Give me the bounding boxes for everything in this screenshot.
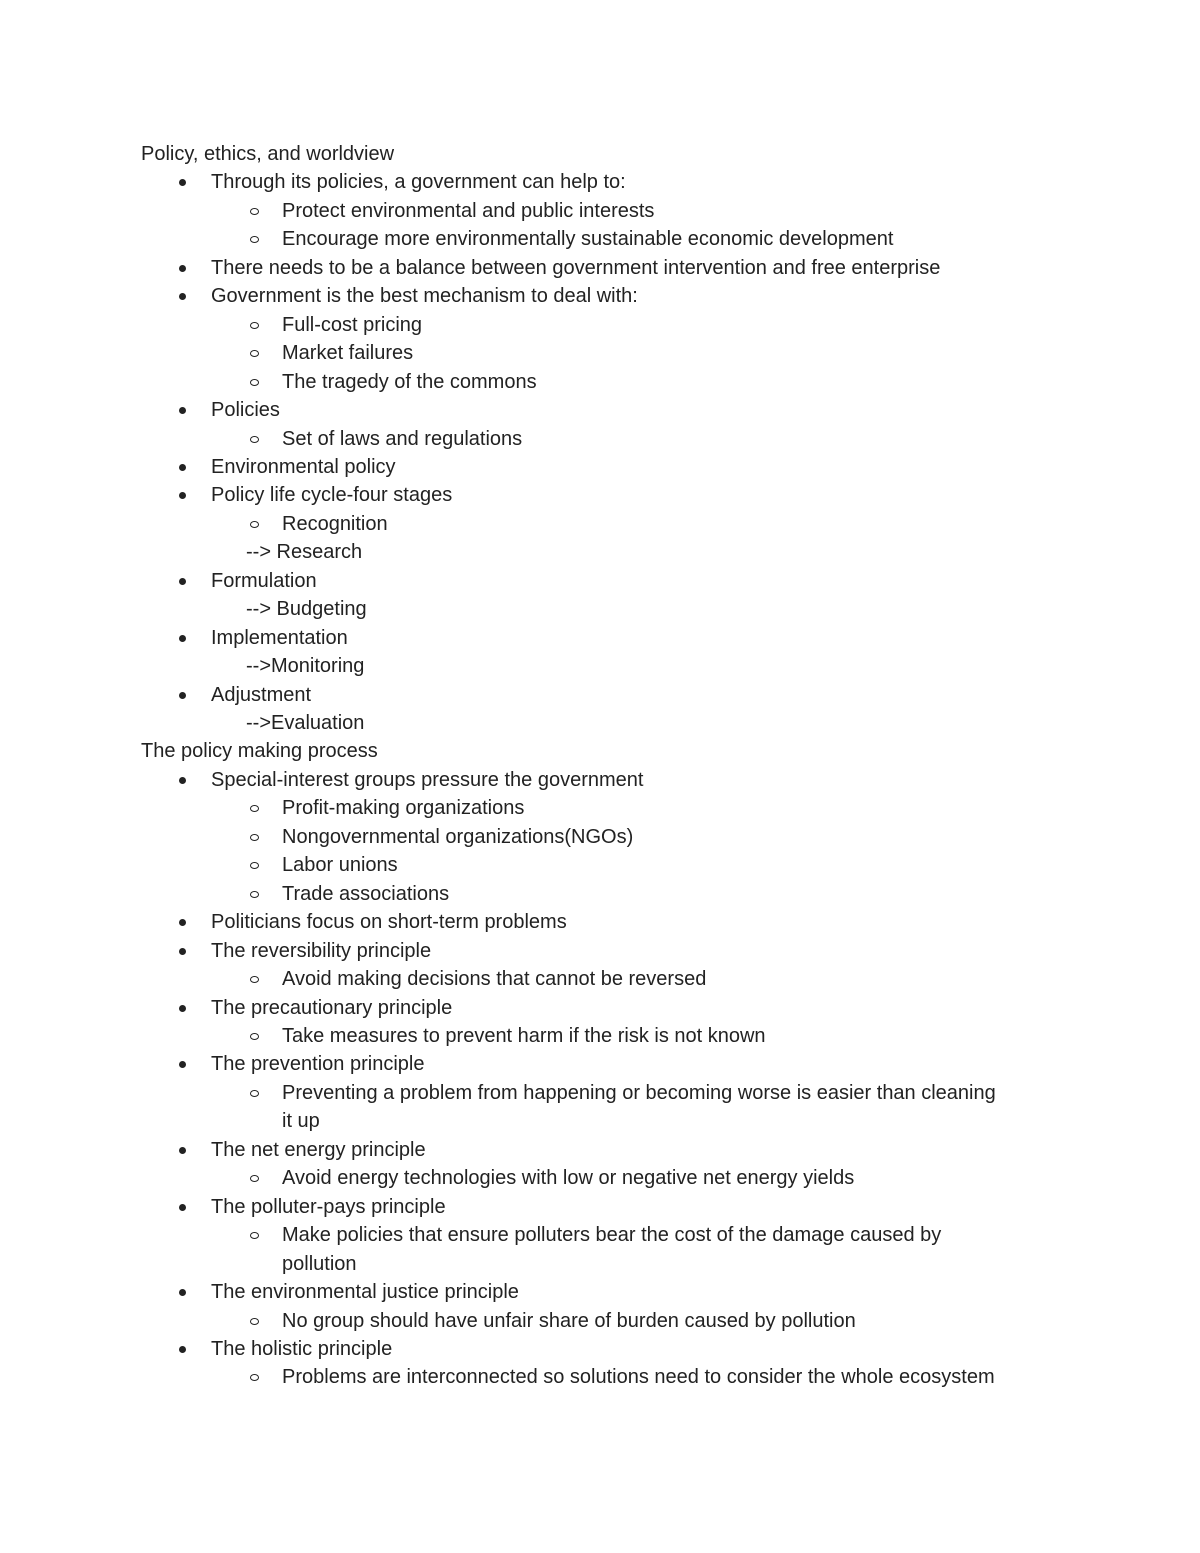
filled-bullet-icon (179, 1005, 186, 1012)
line-text: pollution (282, 1252, 357, 1275)
line-text: Government is the best mechanism to deal with: (211, 285, 638, 308)
line-text: Full-cost pricing (282, 313, 423, 336)
filled-bullet-icon (179, 919, 186, 926)
line-text: Nongovernmental organizations(NGOs) (282, 825, 634, 848)
hollow-bullet-icon (250, 976, 259, 983)
line-text: The prevention principle (211, 1053, 425, 1076)
line-text: The policy making process (141, 740, 378, 763)
line-text: Take measures to prevent harm if the risk is not known (282, 1024, 766, 1047)
line-text: Adjustment (211, 683, 312, 706)
line-text: Through its policies, a government can help to: (211, 171, 626, 194)
line-text: Formulation (211, 569, 317, 592)
line-text: Set of laws and regulations (282, 427, 523, 450)
hollow-bullet-icon (250, 862, 259, 869)
filled-bullet-icon (179, 179, 186, 186)
hollow-bullet-icon (250, 1033, 259, 1040)
line-text: The net energy principle (211, 1138, 426, 1161)
line-text: Environmental policy (211, 455, 396, 478)
line-text: Problems are interconnected so solutions need to consider the whole ecosystem (282, 1366, 995, 1389)
line-text: -->Evaluation (246, 712, 365, 734)
filled-bullet-icon (179, 1346, 186, 1353)
line-text: The holistic principle (211, 1337, 393, 1360)
line-text: it up (282, 1110, 320, 1133)
hollow-bullet-icon (250, 1374, 259, 1381)
filled-bullet-icon (179, 1289, 186, 1296)
hollow-bullet-icon (250, 379, 259, 386)
line-text: Policy, ethics, and worldview (141, 143, 395, 165)
line-text: No group should have unfair share of burden caused by pollution (282, 1309, 856, 1332)
filled-bullet-icon (179, 948, 186, 955)
filled-bullet-icon (179, 1147, 186, 1154)
filled-bullet-icon (179, 293, 186, 300)
line-text: Implementation (211, 626, 348, 649)
line-text: Protect environmental and public interests (282, 199, 655, 222)
line-text: Avoid energy technologies with low or negative net energy yields (282, 1167, 855, 1190)
hollow-bullet-icon (250, 891, 259, 898)
hollow-bullet-icon (250, 236, 259, 243)
hollow-bullet-icon (250, 208, 259, 215)
line-text: There needs to be a balance between government intervention and free enterprise (211, 256, 941, 279)
line-text: The tragedy of the commons (282, 370, 537, 393)
filled-bullet-icon (179, 692, 186, 699)
filled-bullet-icon (179, 578, 186, 585)
line-text: Market failures (282, 342, 414, 365)
line-text: Preventing a problem from happening or becoming worse is easier than cleaning (282, 1081, 996, 1104)
hollow-bullet-icon (250, 1090, 259, 1097)
filled-bullet-icon (179, 1204, 186, 1211)
hollow-bullet-icon (250, 436, 259, 443)
line-text: Policies (211, 399, 280, 422)
filled-bullet-icon (179, 635, 186, 642)
hollow-bullet-icon (250, 521, 259, 528)
line-text: Labor unions (282, 854, 398, 877)
line-text: Encourage more environmentally sustainable economic development (282, 228, 894, 251)
hollow-bullet-icon (250, 322, 259, 329)
hollow-bullet-icon (250, 1175, 259, 1182)
filled-bullet-icon (179, 407, 186, 414)
filled-bullet-icon (179, 1061, 186, 1068)
line-text: The polluter-pays principle (211, 1195, 446, 1218)
line-text: Special-interest groups pressure the government (211, 768, 644, 791)
line-text: Avoid making decisions that cannot be reversed (282, 968, 707, 990)
filled-bullet-icon (179, 492, 186, 499)
filled-bullet-icon (179, 464, 186, 471)
hollow-bullet-icon (250, 1232, 259, 1239)
line-text: The precautionary principle (211, 996, 453, 1019)
hollow-bullet-icon (250, 350, 259, 357)
line-text: Policy life cycle-four stages (211, 484, 453, 507)
line-text: The reversibility principle (211, 939, 432, 962)
line-text: --> Research (246, 541, 363, 564)
hollow-bullet-icon (250, 805, 259, 812)
hollow-bullet-icon (250, 834, 259, 841)
line-text: Trade associations (282, 882, 450, 905)
line-text: -->Monitoring (246, 655, 365, 678)
line-text: Make policies that ensure polluters bear the cost of the damage caused by (282, 1224, 942, 1247)
line-text: --> Budgeting (246, 598, 367, 621)
line-text: The environmental justice principle (211, 1281, 519, 1303)
line-text: Profit-making organizations (282, 797, 525, 820)
line-text: Politicians focus on short-term problems (211, 911, 567, 934)
filled-bullet-icon (179, 265, 186, 272)
filled-bullet-icon (179, 777, 186, 784)
hollow-bullet-icon (250, 1318, 259, 1325)
line-text: Recognition (282, 512, 388, 535)
